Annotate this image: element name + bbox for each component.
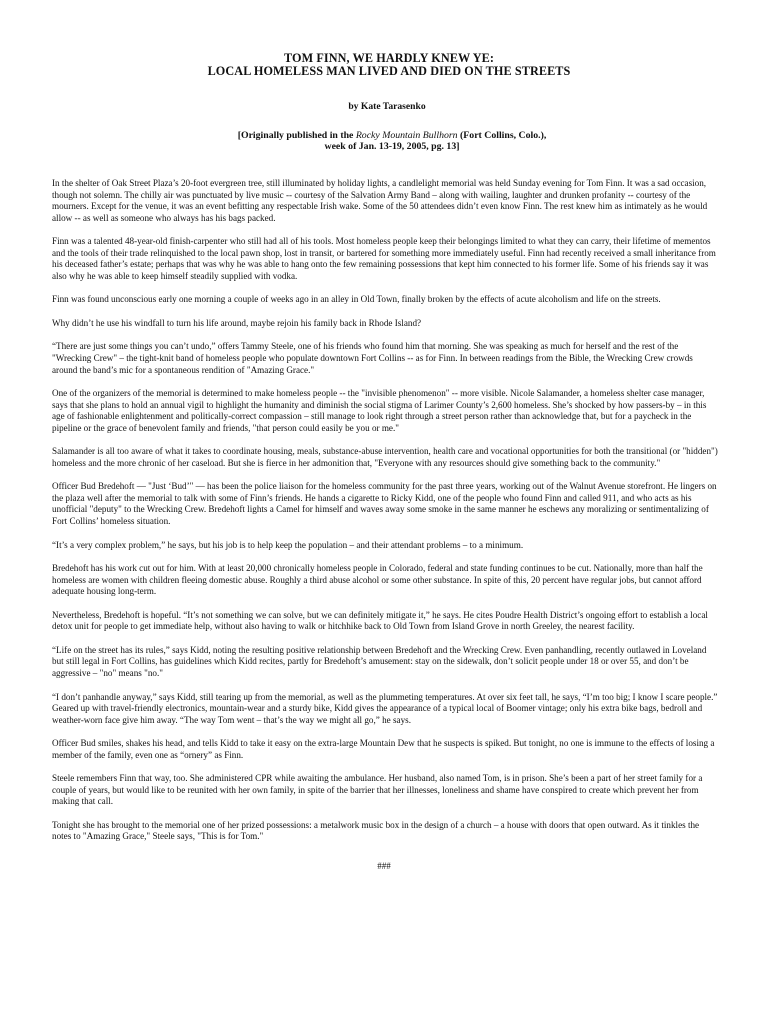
article-body: [52, 178, 718, 843]
publication-line-2: week of Jan. 13-19, 2005, pg. 13]: [324, 141, 460, 152]
paragraph: Nevertheless, Bredehoft is hopeful. “It’s not something we can solve, but we can definitely mitigate it,” he says. He cites Poudre Health District’s ongoing effort to establish a local detox unit for people to get immediate help, without also having to walk or hitchhike back to Old Town from Island Grove in north Greeley, the nearest facility.: [52, 609, 708, 632]
paragraph: “Life on the street has its rules,” says Kidd, noting the resulting positive relationship between Bredehoft and the Wrecking Crew. Even panhandling, recently outlawed in Loveland but still legal in Fort Collins, has guidelines which Kidd recites, partly for Bredehoft’s amusement: stay on the sidewalk, don’t solicit people under 18 or over 55, and don’t be aggressive – "no" means "no.": [52, 644, 707, 678]
publication-name: Rocky Mountain Bullhorn: [355, 130, 458, 141]
publication-suffix: (Fort Collins, Colo.),: [457, 130, 547, 141]
article-title: [52, 52, 718, 78]
paragraph: Officer Bud smiles, shakes his head, and tells Kidd to take it easy on the extra-large Mountain Dew that he suspects is spiked. But tonight, no one is immune to the effects of losing a member of the family, even one as “ornery” as Finn.: [52, 738, 715, 760]
title-line-2: LOCAL HOMELESS MAN LIVED AND DIED ON THE STREETS: [207, 64, 571, 78]
byline: by Kate Tarasenko: [348, 101, 426, 112]
paragraph: Salamander is all too aware of what it takes to coordinate housing, meals, substance-abuse intervention, health care and vocational opportunities for both the transitional (or "hidden") homeless and the more chronic of her caseload. But she is fierce in her admonition that, "Everyone with any resources should give something back to the community.": [52, 446, 718, 468]
paragraph: Tonight she has brought to the memorial one of her prized possessions: a metalwork music box in the design of a church – a house with doors that open outward. As it tinkles the notes to "Amazing Grace," Steele says, "This is for Tom.": [52, 819, 700, 842]
paragraph: Finn was a talented 48-year-old finish-carpenter who still had all of his tools. Most homeless people keep their belongings limited to what they can carry, their lifetime of mementos and the tools of their trade relinquished to the local pawn shop, lost in transit, or bartered for something more immediately useful. Finn had recently received a small inheritance from his deceased father’s estate; perhaps that was why he was able to hang onto the few remaining possessions that kept him connected to his former life. Some of his friends say it was also why he was able to keep himself steadily supplied with vodka.: [52, 236, 716, 281]
paragraph: “I don’t panhandle anyway,” says Kidd, still tearing up from the memorial, as well as the plummeting temperatures. At over six feet tall, he says, “I’m too big; I know I scare people.” Geared up with travel-friendly electronics, mountain-wear and a sturdy bike, Kidd gives the appearance of a typical local of Boomer vintage; only his extra bike bags, bedroll and weather-worn face give him away. “The way Tom went – that’s the way we might all go,” he says.: [52, 691, 718, 725]
paragraph: “There are just some things you can’t undo,” offers Tammy Steele, one of his friends who found him that morning. She was speaking as much for herself and the rest of the "Wrecking Crew" – the tight-knit band of homeless people who populate downtown Fort Collins -- as for Finn. In between readings from the Bible, the Wrecking Crew crowds around the band’s mic for a spontaneous rendition of "Amazing Grace.": [52, 341, 693, 375]
paragraph: In the shelter of Oak Street Plaza’s 20-foot evergreen tree, still illuminated by holiday lights, a candlelight memorial was held Sunday evening for Tom Finn. It was a sad occasion, though not solemn. The chilly air was punctuated by live music -- courtesy of the Salvation Army Band – along with wailing, laughter and drunken profanity -- courtesy of the mourners. Except for the venue, it was an event befitting any respectable Irish wake. Some of the 50 attendees didn’t even know Finn. The rest knew him as intimately as he would allow -- as well as someone who always has his bags packed.: [52, 178, 708, 223]
end-mark: ###: [377, 860, 391, 871]
document-page: [52, 52, 718, 871]
publication-line-1: [66, 130, 718, 141]
paragraph: “It’s a very complex problem,” he says, but his job is to help keep the population – and their attendant problems – to a minimum.: [52, 539, 524, 550]
publication-info: [66, 130, 718, 152]
paragraph: Steele remembers Finn that way, too. She administered CPR while awaiting the ambulance. Her husband, also named Tom, is in prison. She’s been a part of her street family for a couple of years, but would like to be reunited with her own family, in spite of the barrier that her illnesses, loneliness and shame have conspired to create which prevent her from making that call.: [52, 773, 703, 807]
paragraph: Officer Bud Bredehoft — "Just ‘Bud’" — has been the police liaison for the homeless community for the past three years, working out of the Walnut Avenue storefront. He lingers on the plaza well after the memorial to talk with some of Finn’s friends. He hands a cigarette to Ricky Kidd, one of the people who found Finn and called 911, and who acts as his unofficial "deputy" to the Wrecking Crew. Bredehoft lights a Camel for himself and waves away some smoke in the same manner he eschews any moralizing or sentimentalizing of Fort Collins’ homeless situation.: [52, 481, 717, 527]
paragraph: Bredehoft has his work cut out for him. With at least 20,000 chronically homeless people in Colorado, federal and state funding continues to be cut. Nationally, more than half the homeless are women with children fleeing domestic abuse. Roughly a third abuse alcohol or some other substance. In spite of this, 20 percent have regular jobs, but cannot afford adequate housing long-term.: [52, 563, 703, 597]
paragraph: Finn was found unconscious early one morning a couple of weeks ago in an alley in Old Town, finally broken by the effects of acute alcoholism and life on the streets.: [52, 294, 661, 305]
publication-prefix: [Originally published in the: [237, 130, 356, 141]
title-line-1: TOM FINN, WE HARDLY KNEW YE:: [283, 51, 494, 65]
paragraph: One of the organizers of the memorial is determined to make homeless people -- the "invisible phenomenon" -- more visible. Nicole Salamander, a homeless shelter case manager, says that she plans to hold an annual vigil to highlight the humanity and diminish the social stigma of Larimer County’s 2,600 homeless. She’s shocked by how passers-by – in this age of fashionable enlightenment and politically-correct compassion – still manage to look right through a street person rather than acknowledge that, but for a paycheck in the pipeline or the grace of benevolent family and friends, "that person could easily be you or me.": [52, 388, 707, 433]
paragraph: Why didn’t he use his windfall to turn his life around, maybe rejoin his family back in Rhode Island?: [52, 317, 422, 328]
